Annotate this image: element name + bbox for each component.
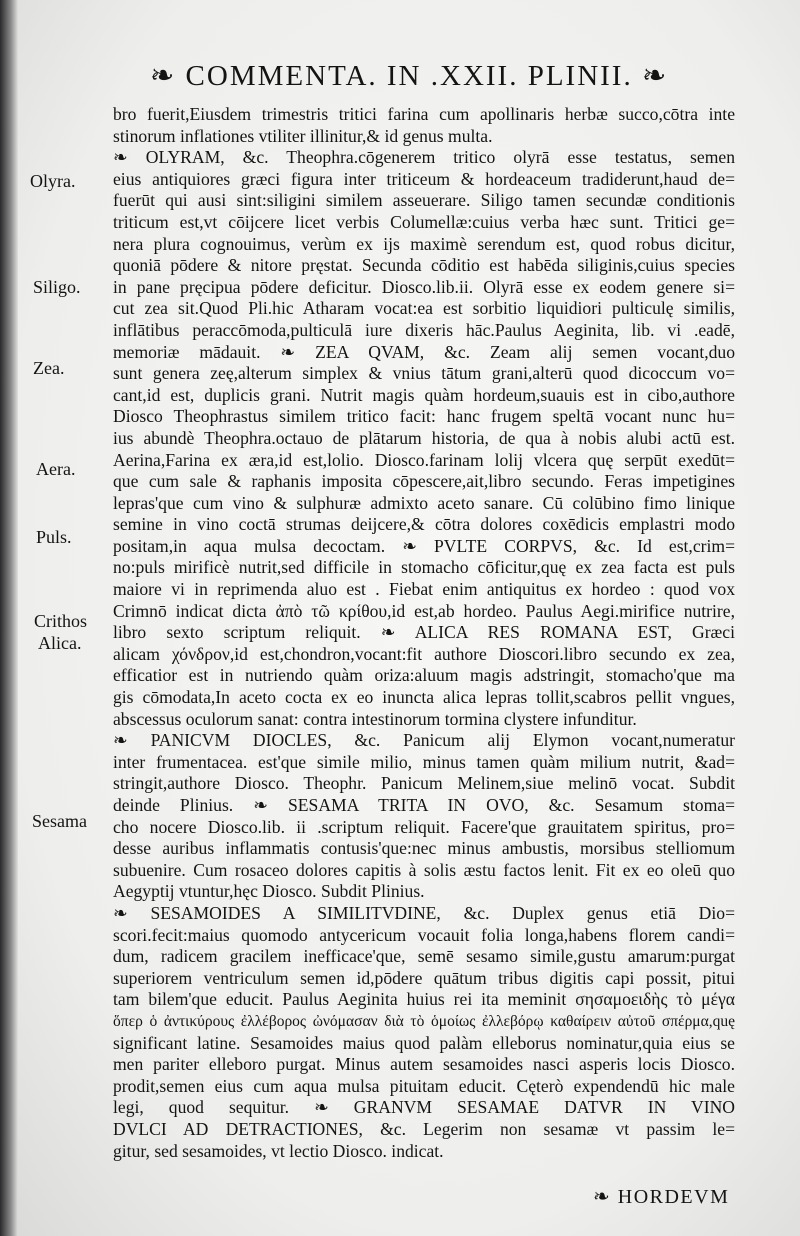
text-line: prodit,semen eius cum aqua mulsa pituitam educit. Cęterò expendendū hic male — [113, 1075, 735, 1096]
text-line: stinorum inflationes vtiliter illinitur,& id genus multa. — [113, 125, 493, 146]
text-line: abscessus oculorum sanat: contra intestinorum tormina clystere infunditur. — [113, 708, 637, 729]
text-line: que cum sale & raphanis imposita cōpescere,ait,libro secundo. Feras impetigines — [113, 471, 735, 492]
text-line: cant,id est, duplicis grani. Nutrit magis quàm hordeum,suauis est in cibo,authore — [113, 384, 735, 405]
text-line: subuenire. Cum rosaceo dolores capitis à solis æstu factos lenit. Fit ex eo oleū quo — [113, 859, 735, 880]
text-line: Crimnō indicat dicta ἀπὸ τῶ κρίθου,id est,ab hordeo. Paulus Aegi.mirifice nutrire, — [113, 600, 735, 621]
text-line: ❧ PANICVM DIOCLES, &c. Panicum alij Elymon vocant,numeratur — [113, 730, 735, 751]
text-line: positam,in aqua mulsa decoctam. ❧ PVLTE CORPVS, &c. Id est,crim= — [113, 535, 735, 556]
text-line: ὅπερ ὁ ἀντικύρους ἐλλέβορος ὠνόμασαν διὰ τὸ ὁμοίως ἐλλεβόρῳ καθαίρειν αὐτοῦ σπέρμα,quę — [113, 1012, 735, 1030]
text-line: legi, quod sequitur. ❧ GRANVM SESAMAE DATVR IN VINO — [113, 1097, 735, 1118]
text-line: lepras'que cum vino & sulphuræ admixto aceto sanare. Cū colūbino fimo linique — [113, 492, 735, 513]
text-line: Aegyptij vtuntur,hęc Diosco. Subdit Plinius. — [113, 881, 425, 902]
margin-note-siligo: Siligo. — [33, 277, 81, 297]
text-line: Diosco Theophrastus similem tritico facit: hanc frugem speltā vocant nunc hu= — [113, 406, 735, 427]
text-line: fuerūt qui ausi sint:siligini similem asseuerare. Siligo tamen secundæ conditionis — [113, 190, 735, 211]
text-line: scori.fecit:maius quomodo antycericum vocauit folia longa,habens florem candi= — [113, 924, 735, 945]
text-line: cho nocere Diosco.lib. ii .scriptum reliquit. Facere'que grauitatem spiritus, pro= — [113, 816, 735, 837]
running-title: ❧ COMMENTA. IN .XXII. PLINII. ❧ — [150, 60, 669, 92]
text-line: alicam χόνδρον,id est,chondron,vocant:fit authore Dioscori.libro secundo ex zea, — [113, 643, 735, 664]
commentary-text — [113, 104, 735, 1162]
text-line: libro sexto scriptum reliquit. ❧ ALICA RES ROMANA EST, Græci — [113, 622, 735, 643]
text-line: tam bilem'que educit. Paulus Aeginita huius rei ita meminit σησαμοειδὴς τὸ μέγα — [113, 989, 735, 1010]
text-line: memoriæ mādauit. ❧ ZEA QVAM, &c. Zeam alij semen vocant,duo — [113, 341, 735, 362]
margin-note-sesama: Sesama — [32, 811, 87, 831]
text-line: gitur, sed sesamoides, vt lectio Diosco. indicat. — [113, 1140, 444, 1161]
text-line: efficatior est in nutriendo quàm oriza:aluum magis adstringit, stomacho'que ma — [113, 665, 735, 686]
text-line: bro fuerit,Eiusdem trimestris tritici farina cum apollinaris herbæ succo,cōtra inte — [113, 104, 735, 124]
text-line: inter frumentacea. est'que simile milio, minus tamen quàm milium nutrit, &ad= — [113, 751, 735, 772]
text-line: cut zea sit.Quod Pli.hic Atharam vocat:ea est sorbitio liquidiori pulticulę similis, — [113, 298, 735, 319]
text-line: semine in vino coctā strumas deijcere,& cōtra dolores coxēdicis emplastri modo — [113, 514, 735, 535]
text-line: quoniā pōdere & nitore pręstat. Secunda cōditio est habēda siliginis,cuius species — [113, 255, 735, 276]
text-line: men pariter elleboro purgat. Minus autem sesamoides nasci asperis locis Diosco. — [113, 1054, 735, 1075]
text-line: ius abundè Theophra.octauo de plātarum historia, de qua à nobis alubi actū est. — [113, 427, 735, 448]
text-line: triticum est,vt cōijcere licet verbis Columellæ:cuius verba hæc sunt. Tritici ge= — [113, 211, 735, 232]
text-line: significant latine. Sesamoides maius quod palàm elleborus nominatur,quia eius se — [113, 1032, 735, 1053]
text-line: gis cōmodata,In aceto cocta ex eo inuncta alica lepras tollit,scabros pellit vngues, — [113, 687, 735, 708]
text-line: inflātibus peraccōmoda,pulticulā iure dixeris hāc.Paulus Aeginita, lib. vi .eadē, — [113, 319, 735, 340]
text-line: eius antiquiores græci figura inter triticeum & hordeaceum tradiderunt,haud de= — [113, 168, 735, 189]
text-line: sunt genera zeę,alterum simplex & vnius tātum grani,alterū quod dicoccum vo= — [113, 363, 735, 384]
catchword: ❧ HORDEVM — [593, 1186, 730, 1208]
text-line: ❧ SESAMOIDES A SIMILITVDINE, &c. Duplex genus etiā Dio= — [113, 902, 735, 923]
text-line: stringit,authore Diosco. Theophr. Panicum Melinem,siue melinō vocat. Subdit — [113, 773, 735, 794]
margin-note-zea: Zea. — [33, 358, 65, 378]
margin-note-aera: Aera. — [36, 459, 76, 479]
page-gutter-shadow — [0, 0, 18, 1236]
text-line: superiorem ventriculum semen id,pōdere quātum tribus digitis capi possit, pitui — [113, 967, 735, 988]
margin-note-alica: Alica. — [38, 633, 82, 653]
text-line: no:puls mirificè nutrit,sed difficile in stomacho cōficitur,quę ex zea facta est puls — [113, 557, 735, 578]
text-line: ❧ OLYRAM, &c. Theophra.cōgenerem tritico olyrā esse testatus, semen — [113, 147, 735, 168]
text-line: dum, radicem gracilem inefficace'que, semē sesamo simile,gustu amarum:purgat — [113, 946, 735, 967]
margin-note-crithos: Crithos — [34, 611, 88, 631]
margin-note-puls: Puls. — [36, 527, 72, 547]
margin-note-olyra: Olyra. — [30, 171, 76, 191]
text-line: in pane pręcipua pōdere deficitur. Diosco.lib.ii. Olyrā esse ex eodem genere si= — [113, 276, 735, 297]
text-line: desse auribus inflammatis contusis'que:nec minus ambustis, morsibus stelliomum — [113, 838, 735, 859]
text-line: maiore vi in reprimenda aluo est . Fiebat enim antiquitus ex hordeo : quod vox — [113, 579, 735, 600]
text-line: DVLCI AD DETRACTIONES, &c. Legerim non sesamæ vt passim le= — [113, 1118, 735, 1139]
text-line: nera plura cognouimus, verùm ex ijs maximè serendum est, quod robus dicitur, — [113, 233, 735, 254]
text-line: Aerina,Farina ex æra,id est,lolio. Diosco.farinam lolij vlcera quę serpūt exedūt= — [113, 449, 735, 470]
text-line: deinde Plinius. ❧ SESAMA TRITA IN OVO, &c. Sesamum stoma= — [113, 795, 735, 815]
